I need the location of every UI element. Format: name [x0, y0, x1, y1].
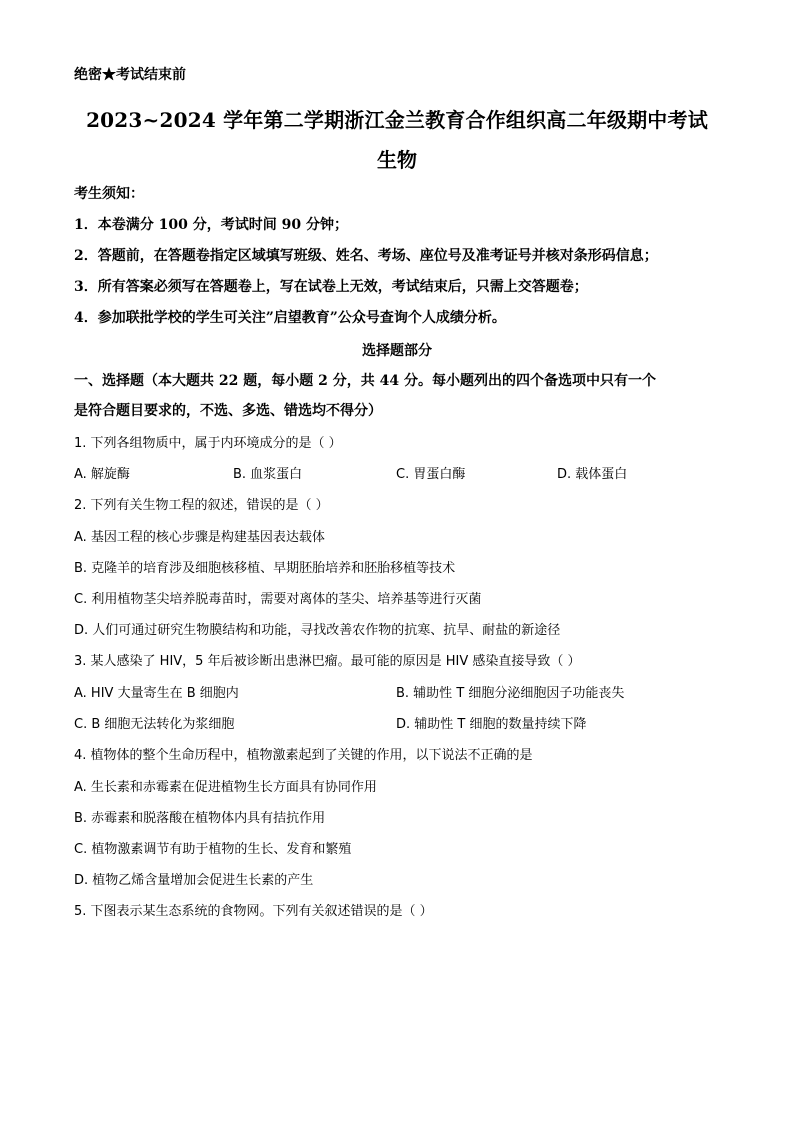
question-2-option-b: B. 克隆羊的培育涉及细胞核移植、早期胚胎培养和胚胎移植等技术	[74, 561, 456, 576]
notice-item-2: 2．答题前，在答题卷指定区域填写班级、姓名、考场、座位号及准考证号并核对条形码信息；	[74, 248, 658, 264]
question-1-option-a: A. 解旋酶	[74, 467, 130, 482]
question-1-option-d: D. 载体蛋白	[557, 467, 628, 482]
part-instruction-line-2: 是符合题目要求的，不选、多选、错选均不得分）	[74, 403, 382, 419]
notice-heading: 考生须知：	[74, 186, 144, 202]
question-2-option-d: D. 人们可通过研究生物膜结构和功能，寻找改善农作物的抗寒、抗旱、耐盐的新途径	[74, 623, 561, 638]
notice-item-3: 3．所有答案必须写在答题卷上，写在试卷上无效，考试结束后，只需上交答题卷；	[74, 279, 588, 295]
question-4-stem: 4. 植物体的整个生命历程中，植物激素起到了关键的作用，以下说法不正确的是	[74, 748, 533, 763]
question-1-option-c: C. 胃蛋白酶	[396, 467, 466, 482]
question-3-option-b: B. 辅助性 T 细胞分泌细胞因子功能丧失	[396, 686, 625, 701]
question-3-stem: 3. 某人感染了 HIV，5 年后被诊断出患淋巴瘤。最可能的原因是 HIV 感染直接导致（ ）	[74, 654, 581, 669]
notice-item-1: 1．本卷满分 100 分，考试时间 90 分钟；	[74, 217, 348, 233]
question-4-option-a: A. 生长素和赤霉素在促进植物生长方面具有协同作用	[74, 780, 377, 795]
exam-title: 2023~2024 学年第二学期浙江金兰教育合作组织高二年级期中考试	[86, 108, 708, 132]
subject-title: 生物	[377, 148, 417, 172]
question-4-option-c: C. 植物激素调节有助于植物的生长、发育和繁殖	[74, 842, 352, 857]
question-1-stem: 1. 下列各组物质中，属于内环境成分的是（ ）	[74, 436, 342, 451]
part-instruction-line-1: 一、选择题（本大题共 22 题，每小题 2 分，共 44 分。每小题列出的四个备选项中只有一个	[74, 373, 656, 389]
question-4-option-d: D. 植物乙烯含量增加会促进生长素的产生	[74, 873, 314, 888]
section-title: 选择题部分	[362, 343, 432, 359]
question-2-option-c: C. 利用植物茎尖培养脱毒苗时，需要对离体的茎尖、培养基等进行灭菌	[74, 592, 482, 607]
question-5-stem: 5. 下图表示某生态系统的食物网。下列有关叙述错误的是（ ）	[74, 904, 433, 919]
question-3-option-d: D. 辅助性 T 细胞的数量持续下降	[396, 717, 587, 732]
secret-tag: 绝密★考试结束前	[74, 67, 186, 83]
question-2-option-a: A. 基因工程的核心步骤是构建基因表达载体	[74, 530, 325, 545]
notice-item-4: 4．参加联批学校的学生可关注”启望教育”公众号查询个人成绩分析。	[74, 310, 506, 326]
question-2-stem: 2. 下列有关生物工程的叙述，错误的是（ ）	[74, 498, 329, 513]
question-3-option-a: A. HIV 大量寄生在 B 细胞内	[74, 686, 239, 701]
question-1-option-b: B. 血浆蛋白	[233, 467, 303, 482]
question-4-option-b: B. 赤霉素和脱落酸在植物体内具有拮抗作用	[74, 811, 326, 826]
question-3-option-c: C. B 细胞无法转化为浆细胞	[74, 717, 235, 732]
